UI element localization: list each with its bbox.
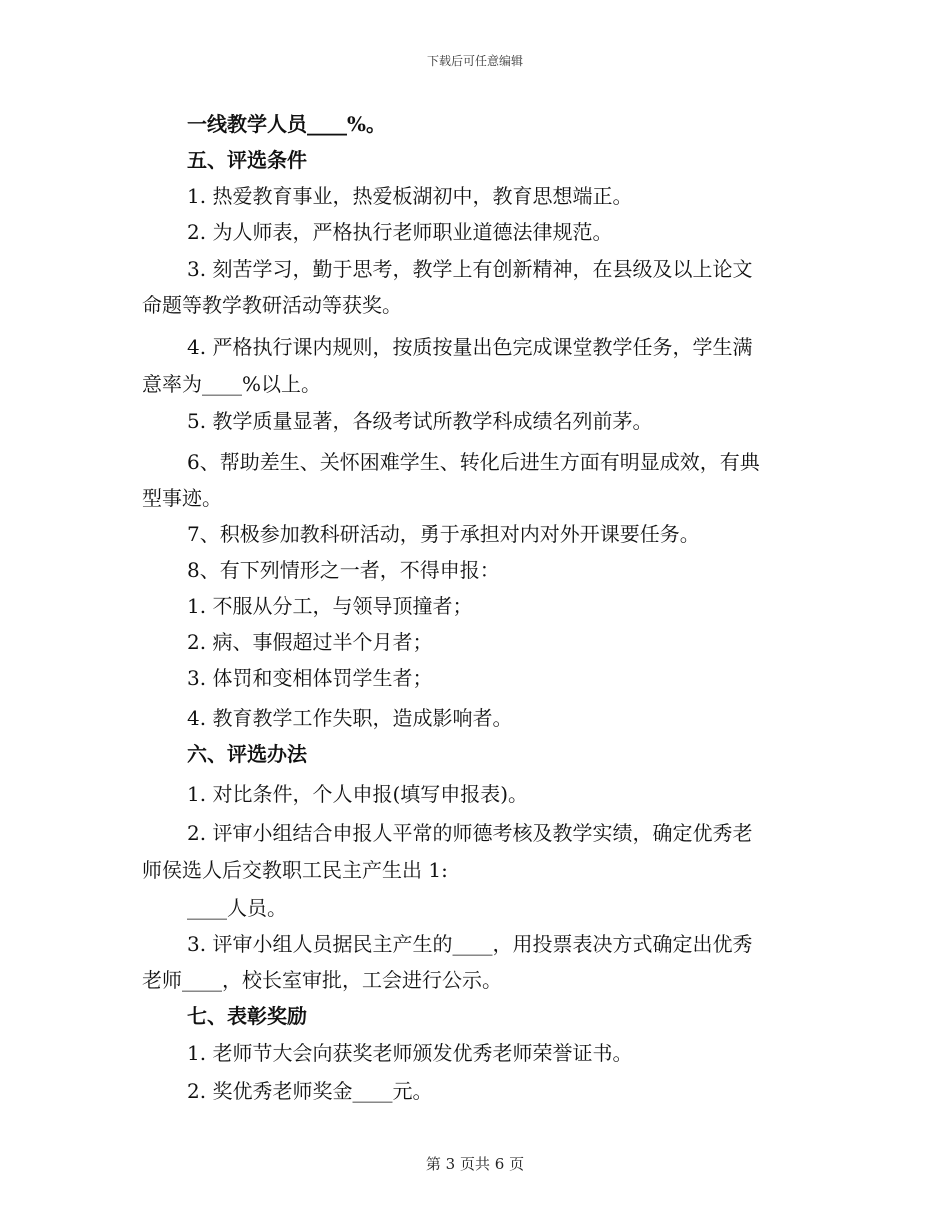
text-line: 6、帮助差生、关怀困难学生、转化后进生方面有明显成效，有典 bbox=[187, 450, 760, 474]
text-line: 意率为____%以上。 bbox=[142, 372, 322, 396]
text-line: 7、积极参加教科研活动，勇于承担对内对外开课要任务。 bbox=[187, 522, 700, 546]
text-line: 1. 不服从分工，与领导顶撞者； bbox=[187, 594, 473, 618]
text-line: 3. 评审小组人员据民主产生的____，用投票表决方式确定出优秀 bbox=[187, 932, 753, 956]
text-line: 2. 病、事假超过半个月者； bbox=[187, 630, 433, 654]
text-line: 师侯选人后交教职工民主产生出 1: bbox=[142, 858, 448, 882]
text-line: 3. 体罚和变相体罚学生者； bbox=[187, 666, 433, 690]
text-line: 命题等教学教研活动等获奖。 bbox=[142, 293, 402, 317]
text-line: 8、有下列情形之一者，不得申报： bbox=[187, 558, 500, 582]
text-line: 1. 热爱教育事业，热爱板湖初中，教育思想端正。 bbox=[187, 184, 633, 208]
text-line: 1. 老师节大会向获奖老师颁发优秀老师荣誉证书。 bbox=[187, 1041, 633, 1065]
section-heading: 五、评选条件 bbox=[187, 148, 307, 172]
text-line: 型事迹。 bbox=[142, 486, 222, 510]
section-heading: 六、评选办法 bbox=[187, 742, 307, 766]
text-line: 2. 为人师表，严格执行老师职业道德法律规范。 bbox=[187, 220, 613, 244]
text-line: 4. 严格执行课内规则，按质按量出色完成课堂教学任务，学生满 bbox=[187, 335, 753, 359]
text-line: 5. 教学质量显著，各级考试所教学科成绩名列前茅。 bbox=[187, 409, 653, 433]
text-line: ____人员。 bbox=[187, 896, 287, 920]
text-line: 3. 刻苦学习，勤于思考，教学上有创新精神，在县级及以上论文 bbox=[187, 257, 753, 281]
text-line: 一线教学人员____%。 bbox=[187, 112, 387, 136]
section-heading: 七、表彰奖励 bbox=[187, 1004, 307, 1028]
text-line: 2. 奖优秀老师奖金____元。 bbox=[187, 1079, 433, 1103]
page-footer: 第 3 页共 6 页 bbox=[425, 1155, 525, 1173]
page-header: 下载后可任意编辑 bbox=[426, 54, 523, 68]
text-line: 1. 对比条件，个人申报(填写申报表)。 bbox=[187, 782, 529, 806]
text-line: 4. 教育教学工作失职，造成影响者。 bbox=[187, 706, 513, 730]
text-line: 老师____，校长室审批，工会进行公示。 bbox=[142, 968, 502, 992]
text-line: 2. 评审小组结合申报人平常的师德考核及教学实绩，确定优秀老 bbox=[187, 821, 753, 845]
